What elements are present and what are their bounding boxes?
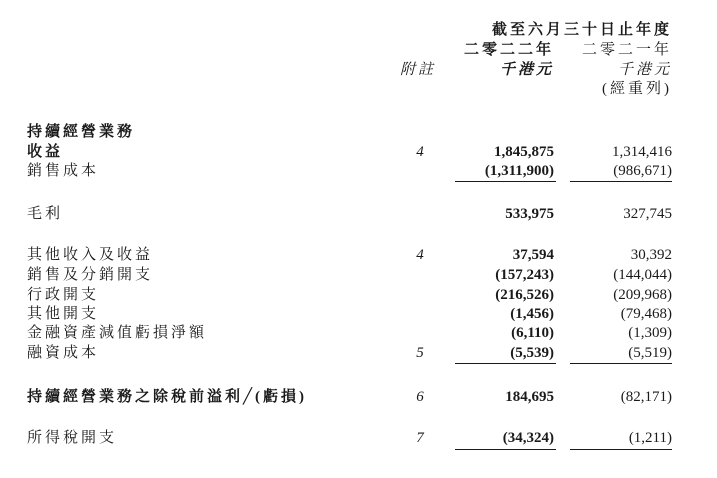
year-2021-heading: 二零二一年 <box>581 42 672 58</box>
value-2022-cost-of-sales: (1,311,900) <box>484 163 554 179</box>
value-2022-selling-expenses: (157,243) <box>495 267 554 283</box>
value-2021-profit-before-tax: (82,171) <box>620 389 672 405</box>
value-2021-cost-of-sales: (986,671) <box>613 163 672 179</box>
row-label-income-tax: 所得稅開支 <box>27 430 118 446</box>
row-note-other-income: 4 <box>416 247 424 263</box>
value-2022-revenue: 1,845,875 <box>494 144 554 160</box>
restated-note: (經重列) <box>602 81 672 97</box>
row-label-cost-of-sales: 銷售成本 <box>27 163 100 179</box>
section-heading: 持續經營業務 <box>27 124 136 140</box>
notes-heading: 附註 <box>400 62 437 78</box>
row-label-gross-profit: 毛利 <box>27 206 64 222</box>
row-label-other-expenses: 其他開支 <box>27 306 100 322</box>
row-label-admin-expenses: 行政開支 <box>27 287 100 303</box>
value-2022-profit-before-tax: 184,695 <box>505 389 554 405</box>
value-2022-gross-profit: 533,975 <box>505 206 554 222</box>
row-note-income-tax: 7 <box>416 430 424 446</box>
subtotal-rule-2021 <box>570 363 672 364</box>
unit-2022-heading: 千港元 <box>499 62 554 78</box>
subtotal-rule-2022 <box>455 181 556 182</box>
row-note-finance-costs: 5 <box>416 345 424 361</box>
value-2022-other-expenses: (1,456) <box>510 306 554 322</box>
value-2021-finance-costs: (5,519) <box>628 345 672 361</box>
row-label-finance-costs: 融資成本 <box>27 345 100 361</box>
row-note-profit-before-tax: 6 <box>416 389 424 405</box>
period-heading: 截至六月三十日止年度 <box>491 22 672 38</box>
row-note-revenue: 4 <box>416 144 424 160</box>
value-2022-impairment-losses: (6,110) <box>511 325 554 341</box>
value-2022-finance-costs: (5,539) <box>510 345 554 361</box>
value-2021-income-tax: (1,211) <box>628 430 672 446</box>
value-2022-income-tax: (34,324) <box>502 430 554 446</box>
value-2021-gross-profit: 327,745 <box>623 206 672 222</box>
value-2021-other-income: 30,392 <box>630 247 672 263</box>
row-label-selling-expenses: 銷售及分銷開支 <box>27 267 154 283</box>
value-2021-impairment-losses: (1,309) <box>628 325 672 341</box>
row-label-impairment-losses: 金融資產減值虧損淨額 <box>27 325 208 341</box>
value-2022-admin-expenses: (216,526) <box>495 287 554 303</box>
row-label-revenue: 收益 <box>27 144 64 160</box>
value-2021-admin-expenses: (209,968) <box>613 287 672 303</box>
value-2022-other-income: 37,594 <box>512 247 554 263</box>
row-label-other-income: 其他收入及收益 <box>27 247 154 263</box>
subtotal-rule-2022 <box>455 449 556 450</box>
unit-2021-heading: 千港元 <box>617 62 672 78</box>
row-label-profit-before-tax: 持續經營業務之除稅前溢利╱(虧損) <box>27 389 308 405</box>
subtotal-rule-2022 <box>455 363 556 364</box>
subtotal-rule-2021 <box>570 449 672 450</box>
value-2021-revenue: 1,314,416 <box>612 144 672 160</box>
year-2022-heading: 二零二二年 <box>463 42 554 58</box>
value-2021-selling-expenses: (144,044) <box>613 267 672 283</box>
value-2021-other-expenses: (79,468) <box>620 306 672 322</box>
subtotal-rule-2021 <box>570 181 672 182</box>
